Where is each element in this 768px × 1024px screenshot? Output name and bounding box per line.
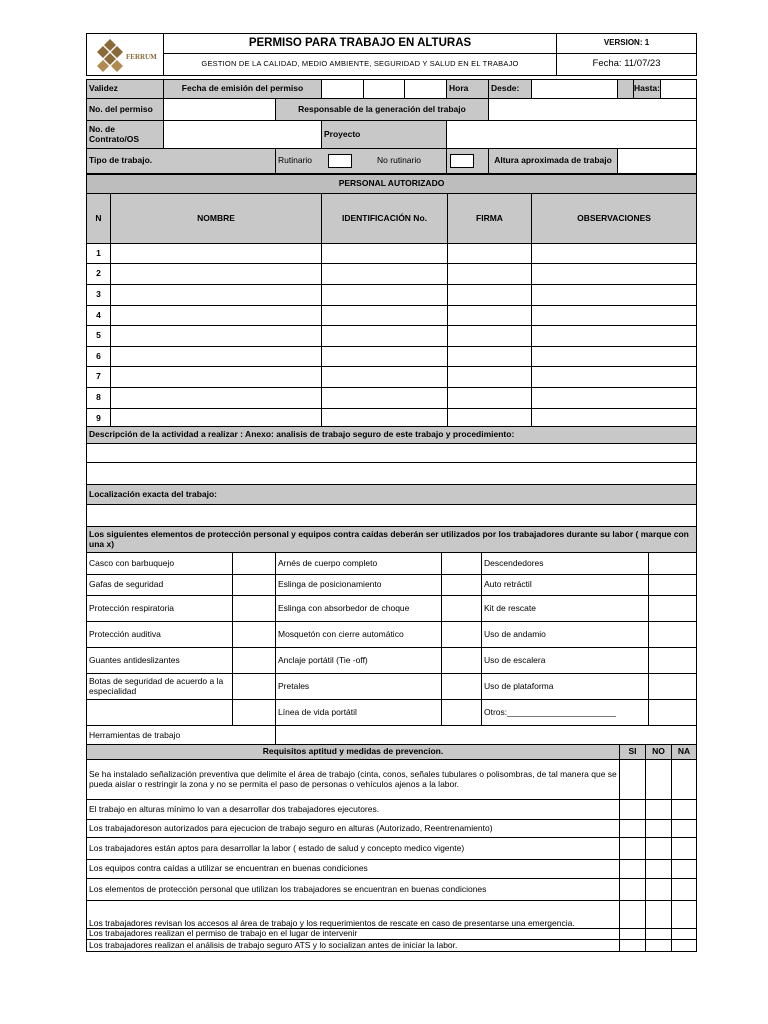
no-rutinario-label: No rutinario (377, 155, 421, 166)
herramientas-field[interactable] (276, 726, 697, 746)
si-cell[interactable] (620, 760, 646, 800)
epp-item-label: Auto retráctil (482, 575, 649, 596)
requisito-row (87, 860, 697, 879)
form-date: Fecha: 11/07/23 (557, 54, 697, 76)
na-cell[interactable] (672, 929, 697, 940)
identificacion-cell[interactable] (322, 367, 448, 388)
epp-mark-cell[interactable] (233, 700, 276, 726)
row-number: 5 (87, 326, 111, 347)
form-subtitle: GESTION DE LA CALIDAD, MEDIO AMBIENTE, SEGURIDAD Y SALUD EN EL TRABAJO (164, 54, 557, 76)
nombre-cell[interactable] (111, 347, 322, 367)
epp-row (87, 575, 697, 596)
firma-cell[interactable] (448, 367, 532, 388)
col-na: NA (672, 745, 697, 760)
epp-item-label: Protección auditiva (87, 622, 233, 648)
epp-table (86, 552, 697, 746)
ferrum-logo-icon (90, 35, 160, 75)
hasta-field[interactable] (660, 80, 696, 98)
form-header (86, 33, 697, 76)
epp-mark-cell[interactable] (442, 596, 482, 622)
no-contrato-label: No. de Contrato/OS (87, 121, 164, 149)
epp-row (87, 622, 697, 648)
epp-item-label: Gafas de seguridad (87, 575, 233, 596)
nombre-cell[interactable] (111, 388, 322, 409)
no-permiso-label: No. del permiso (87, 99, 164, 121)
epp-item-label (87, 700, 233, 726)
epp-mark-cell[interactable] (649, 622, 697, 648)
si-cell[interactable] (620, 929, 646, 940)
epp-mark-cell[interactable] (442, 622, 482, 648)
requisito-text: Los trabajadoreson autorizados para ejecucion de trabajo seguro en alturas (Autorizado, Reentrenamiento) (87, 820, 620, 838)
desde-field[interactable] (532, 80, 618, 99)
epp-row (87, 674, 697, 700)
na-cell[interactable] (672, 901, 697, 929)
table-row (87, 244, 697, 264)
no-cell[interactable] (646, 800, 672, 820)
requisitos-table (86, 744, 697, 952)
nombre-cell[interactable] (111, 306, 322, 326)
firma-cell[interactable] (448, 285, 532, 306)
epp-item-label: Pretales (276, 674, 442, 700)
epp-mark-cell[interactable] (442, 700, 482, 726)
observaciones-cell[interactable] (532, 367, 697, 388)
na-cell[interactable] (672, 760, 697, 800)
requisito-text: El trabajo en alturas mínimo lo van a desarrollar dos trabajadores ejecutores. (87, 800, 620, 820)
epp-item-label: Eslinga con absorbedor de choque (276, 596, 442, 622)
si-cell[interactable] (620, 838, 646, 860)
firma-cell[interactable] (448, 264, 532, 285)
row-number: 8 (87, 388, 111, 409)
form-title: PERMISO PARA TRABAJO EN ALTURAS (164, 34, 557, 54)
epp-mark-cell[interactable] (233, 596, 276, 622)
epp-mark-cell[interactable] (442, 553, 482, 575)
epp-item-label: Botas de seguridad de acuerdo a la especialidad (87, 674, 233, 700)
col-n: N (87, 194, 111, 244)
col-firma: FIRMA (448, 194, 532, 244)
altura-field[interactable] (618, 149, 697, 174)
epp-mark-cell[interactable] (233, 622, 276, 648)
requisito-text: Los trabajadores revisan los accesos al área de trabajo y los requerimientos de rescate en caso de presentarse una emergencia. (87, 901, 620, 929)
row-number: 4 (87, 306, 111, 326)
version-label: VERSION: 1 (557, 34, 697, 54)
table-row (87, 347, 697, 367)
table-row (87, 326, 697, 347)
no-cell[interactable] (646, 820, 672, 838)
requisito-row (87, 838, 697, 860)
identificacion-cell[interactable] (322, 264, 448, 285)
na-cell[interactable] (672, 860, 697, 879)
observaciones-cell[interactable] (532, 285, 697, 306)
col-identificacion: IDENTIFICACIÓN No. (322, 194, 448, 244)
requisito-text: Los trabajadores están aptos para desarrollar la labor ( estado de salud y concepto medico vigente) (87, 838, 620, 860)
proyecto-field[interactable] (447, 121, 697, 149)
observaciones-cell[interactable] (532, 264, 697, 285)
epp-item-label: Eslinga de posicionamiento (276, 575, 442, 596)
requisito-text: Los trabajadores realizan el análisis de trabajo seguro ATS y lo socializan antes de iniciar la labor. (87, 940, 620, 952)
epp-mark-cell[interactable] (649, 648, 697, 674)
epp-mark-cell[interactable] (442, 575, 482, 596)
si-cell[interactable] (620, 901, 646, 929)
identificacion-cell[interactable] (322, 285, 448, 306)
requisito-text: Se ha instalado señalización preventiva que delimite el área de trabajo (cinta, conos, señales tubulares o polisombras, de tal manera que se pueda aislar o restringir la zona y no se permita el paso de personas o vehículos ajenos a la labor. (87, 760, 620, 800)
requisito-row (87, 800, 697, 820)
epp-item-label: Kit de rescate (482, 596, 649, 622)
requisito-row (87, 820, 697, 838)
identificacion-cell[interactable] (322, 347, 448, 367)
identificacion-cell[interactable] (322, 388, 448, 409)
requisito-row (87, 901, 697, 929)
localizacion-field[interactable] (87, 505, 697, 527)
firma-cell[interactable] (448, 326, 532, 347)
descripcion-field-2[interactable] (87, 463, 697, 485)
epp-item-label: Descendedores (482, 553, 649, 575)
epp-row (87, 553, 697, 575)
epp-item-label: Uso de plataforma (482, 674, 649, 700)
fecha-emision-field[interactable] (322, 80, 447, 99)
epp-mark-cell[interactable] (233, 674, 276, 700)
observaciones-cell[interactable] (532, 306, 697, 326)
epp-mark-cell[interactable] (649, 674, 697, 700)
herramientas-label: Herramientas de trabajo (87, 726, 276, 746)
no-contrato-field[interactable] (164, 121, 322, 149)
no-cell[interactable] (646, 940, 672, 952)
table-row (87, 264, 697, 285)
responsable-label: Responsable de la generación del trabajo (276, 99, 489, 121)
activity-section (86, 426, 697, 553)
rutinario-label: Rutinario (278, 155, 313, 166)
epp-mark-cell[interactable] (649, 553, 697, 575)
no-cell[interactable] (646, 901, 672, 929)
epp-intro: Los siguientes elementos de protección personal y equipos contra caídas deberán ser utilizados por los trabajadores durante su labor ( marque con una x) (87, 527, 697, 553)
requisito-row (87, 879, 697, 901)
epp-row (87, 648, 697, 674)
epp-item-label: Otros:_______________________ (482, 700, 649, 726)
epp-item-label: Uso de andamio (482, 622, 649, 648)
no-rutinario-checkbox[interactable] (450, 154, 474, 168)
identificacion-cell[interactable] (322, 244, 448, 264)
tipo-trabajo-label: Tipo de trabajo. (87, 149, 276, 174)
desde-label: Desde: (489, 80, 532, 99)
identificacion-cell[interactable] (322, 306, 448, 326)
si-cell[interactable] (620, 940, 646, 952)
hora-label: Hora (447, 80, 489, 99)
epp-mark-cell[interactable] (442, 674, 482, 700)
firma-cell[interactable] (448, 244, 532, 264)
altura-label: Altura aproximada de trabajo (489, 149, 618, 174)
rutinario-checkbox[interactable] (328, 154, 352, 168)
no-permiso-field[interactable] (164, 99, 276, 121)
no-cell[interactable] (646, 838, 672, 860)
requisitos-title: Requisitos aptitud y medidas de prevencion. (87, 745, 620, 760)
epp-item-label: Mosquetón con cierre automático (276, 622, 442, 648)
validez-label: Validez (87, 80, 164, 99)
epp-mark-cell[interactable] (649, 596, 697, 622)
row-number: 3 (87, 285, 111, 306)
nombre-cell[interactable] (111, 367, 322, 388)
si-cell[interactable] (620, 820, 646, 838)
no-cell[interactable] (646, 929, 672, 940)
requisito-text: Los elementos de protección personal que utilizan los trabajadores se encuentran en buenas condiciones (87, 879, 620, 901)
table-row (87, 306, 697, 326)
requisito-row (87, 929, 697, 940)
descripcion-field-1[interactable] (87, 444, 697, 463)
epp-item-label: Anclaje portátil (Tie -off) (276, 648, 442, 674)
observaciones-cell[interactable] (532, 326, 697, 347)
row-number: 6 (87, 347, 111, 367)
personal-section-title: PERSONAL AUTORIZADO (87, 175, 697, 194)
table-row (87, 285, 697, 306)
requisito-text: Los equipos contra caídas a utilizar se encuentran en buenas condiciones (87, 860, 620, 879)
si-cell[interactable] (620, 800, 646, 820)
table-row (87, 367, 697, 388)
nombre-cell[interactable] (111, 244, 322, 264)
epp-mark-cell[interactable] (649, 700, 697, 726)
identificacion-cell[interactable] (322, 326, 448, 347)
epp-item-label: Uso de escalera (482, 648, 649, 674)
observaciones-cell[interactable] (532, 347, 697, 367)
firma-cell[interactable] (448, 347, 532, 367)
row-number: 1 (87, 244, 111, 264)
epp-mark-cell[interactable] (233, 553, 276, 575)
si-cell[interactable] (620, 879, 646, 901)
localizacion-label: Localización exacta del trabajo: (87, 485, 697, 505)
na-cell[interactable] (672, 820, 697, 838)
row-number: 9 (87, 409, 111, 429)
descripcion-label: Descripción de la actividad a realizar : Anexo: analisis de trabajo seguro de este trabajo y procedimiento: (87, 427, 697, 444)
epp-mark-cell[interactable] (649, 575, 697, 596)
col-observaciones: OBSERVACIONES (532, 194, 697, 244)
epp-row (87, 596, 697, 622)
no-cell[interactable] (646, 760, 672, 800)
fecha-emision-label: Fecha de emisión del permiso (164, 80, 322, 99)
na-cell[interactable] (672, 838, 697, 860)
epp-mark-cell[interactable] (233, 648, 276, 674)
company-logo (87, 34, 164, 76)
epp-row (87, 700, 697, 726)
epp-item-label: Guantes antideslizantes (87, 648, 233, 674)
na-cell[interactable] (672, 879, 697, 901)
si-cell[interactable] (620, 860, 646, 879)
epp-item-label: Casco con barbuquejo (87, 553, 233, 575)
requisito-row (87, 760, 697, 800)
row-number: 2 (87, 264, 111, 285)
observaciones-cell[interactable] (532, 244, 697, 264)
col-si: SI (620, 745, 646, 760)
epp-item-label: Protección respiratoria (87, 596, 233, 622)
nombre-cell[interactable] (111, 264, 322, 285)
na-cell[interactable] (672, 800, 697, 820)
col-nombre: NOMBRE (111, 194, 322, 244)
no-cell[interactable] (646, 879, 672, 901)
epp-mark-cell[interactable] (233, 575, 276, 596)
nombre-cell[interactable] (111, 326, 322, 347)
epp-mark-cell[interactable] (442, 648, 482, 674)
na-cell[interactable] (672, 940, 697, 952)
requisito-text: Los trabajadores realizan el permiso de trabajo en el lugar de intervenir (87, 929, 620, 940)
firma-cell[interactable] (448, 388, 532, 409)
logo-text: FERRUM (126, 52, 157, 61)
observaciones-cell[interactable] (532, 388, 697, 409)
no-cell[interactable] (646, 860, 672, 879)
epp-item-label: Línea de vida portátil (276, 700, 442, 726)
table-row (87, 388, 697, 409)
col-no: NO (646, 745, 672, 760)
requisito-row (87, 940, 697, 952)
proyecto-label: Proyecto (322, 121, 447, 149)
firma-cell[interactable] (448, 306, 532, 326)
row-number: 7 (87, 367, 111, 388)
personal-table (86, 174, 697, 429)
responsable-field[interactable] (489, 99, 697, 121)
epp-item-label: Arnés de cuerpo completo (276, 553, 442, 575)
hasta-label: Hasta: (634, 83, 660, 94)
info-section (86, 79, 697, 174)
nombre-cell[interactable] (111, 285, 322, 306)
